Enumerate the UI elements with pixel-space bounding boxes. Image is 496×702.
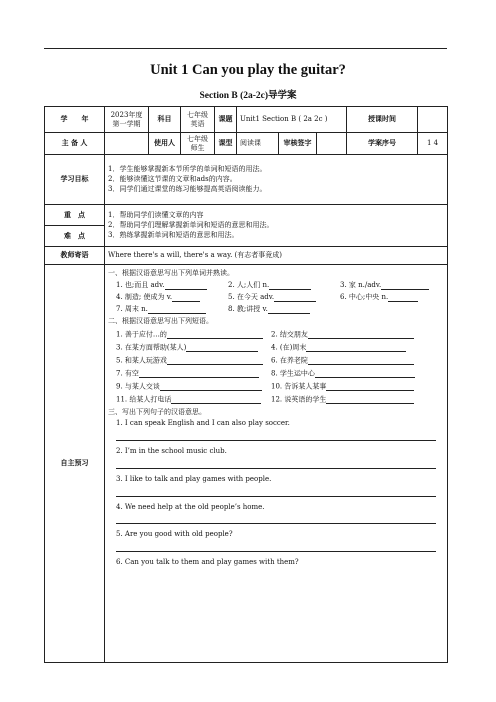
teacher-message-label: 教师寄语	[45, 247, 105, 265]
teacher-message-text: Where there's a will, there's a way. (有志者事竟成)	[105, 247, 448, 265]
topic-value: Unit1 Section B ( 2a 2c )	[237, 107, 347, 133]
sentences-list	[108, 419, 444, 567]
answer-blank[interactable]	[326, 395, 414, 404]
section2-title: 二、根据汉语意思写出下列短语。	[108, 316, 213, 325]
answer-blank[interactable]	[165, 281, 207, 290]
phrases-list	[108, 330, 444, 404]
objective-item: 1．学生能够掌握新本节所学的单词和短语的用法。	[108, 165, 267, 174]
phrase-item	[116, 356, 271, 365]
answer-blank[interactable]	[172, 293, 200, 302]
phrase-row	[116, 395, 444, 404]
phrase-text: 11. 给某人打电话	[116, 394, 172, 403]
objectives-label: 学习目标	[45, 155, 105, 205]
word-item: 5. 在今天 adv.	[228, 293, 275, 301]
type-value: 阅读课	[237, 133, 279, 155]
words-row-2	[116, 293, 444, 302]
teacher-message-row	[45, 247, 448, 265]
user-label: 使用人	[149, 133, 181, 155]
word-item: 8. 教;讲授 v.	[228, 305, 268, 313]
header-row-2	[45, 133, 448, 155]
phrase-row	[116, 343, 444, 352]
page-subtitle: Section B (2a-2c)导学案	[199, 91, 297, 101]
phrase-row	[116, 356, 444, 365]
word-item: 7. 周末 n.	[116, 305, 148, 313]
answer-blank[interactable]	[381, 281, 429, 290]
preparer-label: 主 备 人	[45, 133, 105, 155]
answer-line[interactable]	[116, 541, 436, 552]
key-points-row-1	[45, 205, 448, 226]
phrase-item	[116, 330, 271, 339]
school-year-value: 2023年度第一学期	[105, 107, 149, 133]
key-points-list	[105, 205, 448, 247]
answer-blank[interactable]	[306, 343, 406, 352]
time-value	[418, 107, 448, 133]
answer-line[interactable]	[116, 458, 436, 469]
answer-blank[interactable]	[167, 330, 263, 339]
answer-blank[interactable]	[148, 305, 206, 314]
phrase-text: 4. (在)周末	[271, 342, 307, 351]
phrase-text: 8. 学生运中心	[271, 368, 315, 377]
answer-blank[interactable]	[139, 369, 259, 378]
sentence-item: 4. We need help at the old people’s home.	[116, 502, 265, 511]
answer-blank[interactable]	[269, 281, 311, 290]
phrase-item	[271, 356, 426, 365]
phrase-text: 5. 和某人玩游戏	[116, 355, 167, 364]
sentence-item: 2. I’m in the school music club.	[116, 447, 227, 455]
school-year-label: 学 年	[45, 107, 105, 133]
objective-item: 2．能够读懂这节课的文章和ads的内容。	[108, 175, 237, 184]
phrase-text: 3. 在某方面帮助(某人)	[116, 342, 187, 351]
preview-label: 自主预习	[45, 265, 105, 663]
header-row-1	[45, 107, 448, 133]
word-item: 2. 人;人们 n.	[228, 281, 270, 289]
worksheet-table	[44, 106, 448, 663]
top-rule	[44, 48, 447, 49]
sentence-item: 1. I can speak English and I can also play soccer.	[116, 419, 290, 428]
words-row-3	[116, 305, 444, 314]
difficulty-label: 难 点	[45, 226, 105, 247]
key-point-item: 1．帮助同学们读懂文章的内容	[108, 211, 204, 220]
serial-value: 1 4	[418, 133, 448, 155]
answer-blank[interactable]	[308, 356, 414, 365]
sentence-item: 6. Can you talk to them and play games with them?	[116, 558, 299, 566]
phrase-item	[271, 330, 426, 339]
phrase-text: 6. 在养老院	[271, 355, 308, 364]
word-item: 6. 中心;中央 n.	[340, 293, 389, 301]
section1-title: 一、根据汉语意思写出下列单词并熟读。	[108, 269, 234, 277]
phrase-text: 2. 结交朋友	[271, 329, 308, 338]
sentence-item: 3. I like to talk and play games with people.	[116, 474, 272, 483]
answer-blank[interactable]	[326, 382, 414, 391]
words-row-1	[116, 281, 444, 290]
answer-blank[interactable]	[315, 369, 415, 378]
review-value	[317, 133, 347, 155]
type-label: 课型	[215, 133, 237, 155]
key-point-label: 重 点	[45, 205, 105, 226]
phrase-row	[116, 369, 444, 378]
answer-blank[interactable]	[308, 330, 414, 339]
objectives-row	[45, 155, 448, 205]
answer-blank[interactable]	[171, 395, 261, 404]
preview-row	[45, 265, 448, 663]
phrase-text: 1. 善于应付…的	[116, 329, 167, 338]
answer-blank[interactable]	[167, 356, 263, 365]
answer-line[interactable]	[116, 430, 436, 441]
serial-label: 学案序号	[347, 133, 418, 155]
answer-line[interactable]	[116, 486, 436, 497]
phrase-item	[116, 369, 271, 378]
answer-blank[interactable]	[274, 293, 316, 302]
review-label: 审核签字	[279, 133, 317, 155]
answer-blank[interactable]	[160, 382, 262, 391]
topic-label: 课题	[215, 107, 237, 133]
objectives-list	[105, 155, 448, 205]
answer-blank[interactable]	[186, 343, 258, 352]
preview-content	[105, 265, 448, 663]
answer-blank[interactable]	[268, 305, 310, 314]
phrase-text: 7. 有空	[116, 368, 139, 377]
page-title: Unit 1 Can you play the guitar?	[150, 62, 346, 78]
objective-item: 3．同学们通过课堂的练习能够提高英语阅读能力。	[108, 184, 267, 193]
phrase-text: 10. 告诉某人某事	[271, 381, 327, 390]
word-item: 4. 制造; 使成为 v.	[116, 293, 173, 301]
phrase-row	[116, 330, 444, 339]
key-point-item: 3．熟练掌握新单词和短语的意思和用法。	[108, 230, 239, 239]
word-item: 3. 家 n./adv.	[340, 281, 382, 289]
phrase-text: 9. 与某人交谈	[116, 381, 160, 390]
phrase-item	[271, 395, 426, 404]
subject-value: 七年级英语	[181, 107, 215, 133]
preparer-value	[105, 133, 149, 155]
user-value: 七年级师生	[181, 133, 215, 155]
time-label: 授课时间	[347, 107, 418, 133]
phrase-item	[116, 382, 271, 391]
phrase-row	[116, 382, 444, 391]
phrase-item	[271, 382, 426, 391]
section3-title: 三、写出下列句子的汉语意思。	[108, 407, 206, 416]
answer-blank[interactable]	[388, 293, 418, 302]
word-item: 1. 也;而且 adv.	[116, 281, 165, 289]
phrase-item	[116, 395, 271, 404]
answer-line[interactable]	[116, 513, 436, 524]
phrase-item	[271, 343, 426, 352]
phrase-text: 12. 说英语的学生	[271, 394, 327, 403]
phrase-item	[271, 369, 426, 378]
phrase-item	[116, 343, 271, 352]
subject-label: 科目	[149, 107, 181, 133]
key-point-item: 2．帮助同学们理解掌握新单词和短语的意思和用法。	[108, 221, 274, 230]
sentence-item: 5. Are you good with old people?	[116, 530, 233, 539]
